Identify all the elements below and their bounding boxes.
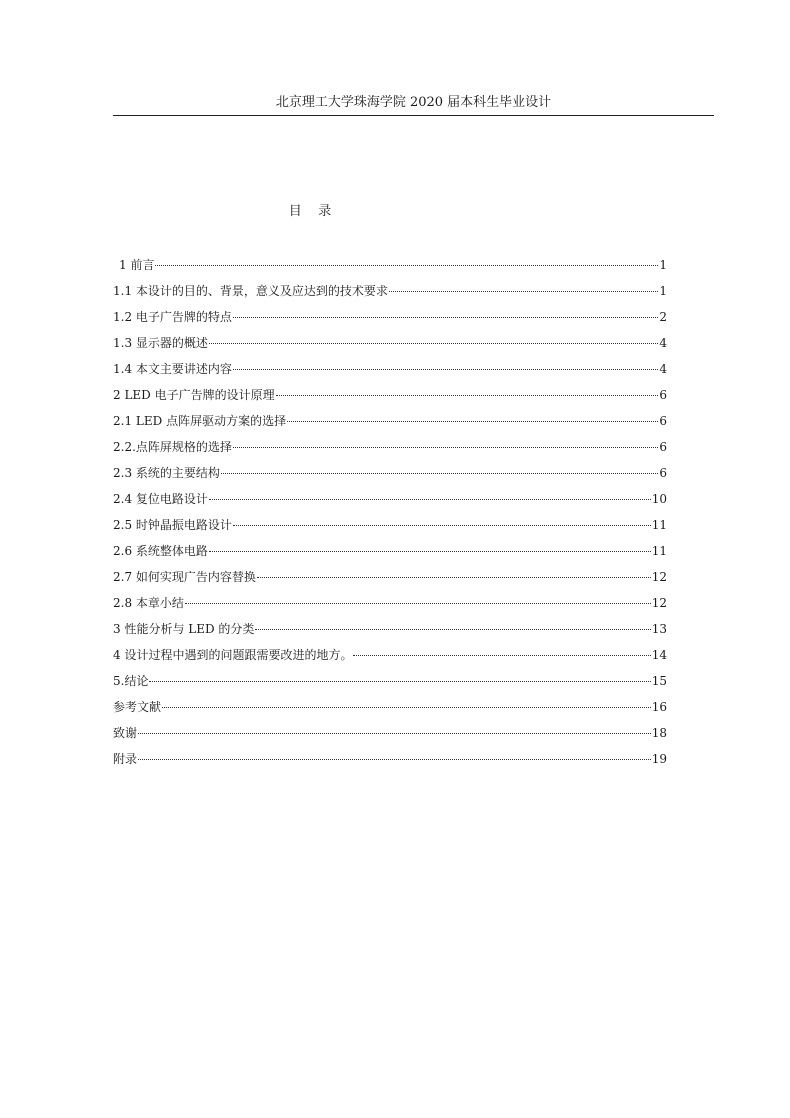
toc-entry-label: 1.2 电子广告牌的特点: [113, 310, 232, 324]
toc-title: [270, 203, 350, 221]
toc-title-left: 目: [288, 204, 302, 219]
toc-dot-leader: [209, 551, 651, 552]
toc-entry-page: 19: [651, 752, 667, 766]
toc-entry-label: 2.8 本章小结: [113, 596, 184, 610]
header-divider: [113, 115, 714, 116]
toc-entry-page: 1: [659, 258, 667, 272]
toc-entry[interactable]: [113, 542, 667, 568]
toc-entry-page: 6: [659, 388, 667, 402]
toc-entry[interactable]: [113, 698, 667, 724]
toc-dot-leader: [138, 759, 651, 760]
toc-entry-label: 2.4 复位电路设计: [113, 492, 208, 506]
toc-dot-leader: [255, 629, 650, 630]
toc-entry-label: 3 性能分析与 LED 的分类: [113, 622, 255, 636]
toc-entry[interactable]: [113, 334, 667, 360]
toc-entry-label: 2.7 如何实现广告内容替换: [113, 570, 256, 584]
toc-entry[interactable]: [113, 646, 667, 672]
toc-entry-page: 15: [651, 674, 667, 688]
toc-entry[interactable]: [113, 412, 667, 438]
toc-entry-page: 12: [651, 596, 667, 610]
toc-dot-leader: [276, 395, 659, 396]
toc-dot-leader: [162, 707, 651, 708]
toc-entry-label: 1.1 本设计的目的、背景，意义及应达到的技术要求: [113, 284, 388, 298]
toc-dot-leader: [233, 369, 658, 370]
toc-entry[interactable]: [113, 386, 667, 412]
toc-entry[interactable]: [113, 438, 667, 464]
toc-entry-label: 2.1 LED 点阵屏驱动方案的选择: [113, 414, 287, 428]
toc-entry-label: 参考文献: [113, 700, 162, 714]
toc-entry[interactable]: [113, 282, 667, 308]
toc-entry-page: 4: [659, 336, 667, 350]
toc-entry[interactable]: [113, 568, 667, 594]
toc-dot-leader: [257, 577, 651, 578]
toc-entry-page: 4: [659, 362, 667, 376]
toc-entry-label: 附录: [113, 752, 138, 766]
toc-entry-page: 14: [651, 648, 667, 662]
toc-entry-label: 1 前言: [119, 258, 155, 272]
toc-entry-page: 6: [659, 466, 667, 480]
toc-entry[interactable]: [113, 360, 667, 386]
toc-entry[interactable]: [113, 464, 667, 490]
toc-dot-leader: [209, 499, 651, 500]
toc-entry-page: 1: [659, 284, 667, 298]
toc-title-right: 录: [318, 204, 332, 219]
toc-entry-label: 致谢: [113, 726, 138, 740]
toc-entry-label: 1.3 显示器的概述: [113, 336, 208, 350]
toc-dot-leader: [389, 291, 658, 292]
toc-dot-leader: [233, 525, 651, 526]
toc-entry[interactable]: [113, 308, 667, 334]
toc-entry-page: 18: [651, 726, 667, 740]
toc-entry[interactable]: [113, 750, 667, 776]
toc-entry-label: 2 LED 电子广告牌的设计原理: [113, 388, 275, 402]
toc-dot-leader: [138, 733, 651, 734]
toc-entry[interactable]: [113, 256, 667, 282]
toc-entry[interactable]: [113, 724, 667, 750]
toc-entry-page: 11: [651, 544, 667, 558]
page-header: 北京理工大学珠海学院 2020 届本科生毕业设计: [275, 95, 552, 110]
toc-entry-label: 4 设计过程中遇到的问题跟需要改进的地方。: [113, 648, 353, 662]
toc-entry-page: 6: [659, 414, 667, 428]
toc-entry-label: 2.6 系统整体电路: [113, 544, 208, 558]
toc-dot-leader: [233, 317, 658, 318]
toc-entry-page: 6: [659, 440, 667, 454]
toc-entry-page: 11: [651, 518, 667, 532]
toc-dot-leader: [221, 473, 658, 474]
toc-entry[interactable]: [113, 594, 667, 620]
toc-entry-label: 1.4 本文主要讲述内容: [113, 362, 232, 376]
toc-entry-page: 2: [659, 310, 667, 324]
toc-entry-page: 16: [651, 700, 667, 714]
toc-entry-page: 13: [651, 622, 667, 636]
toc-entry-page: 12: [651, 570, 667, 584]
toc-dot-leader: [185, 603, 651, 604]
toc-entry[interactable]: [113, 516, 667, 542]
toc-entry-page: 10: [651, 492, 667, 506]
toc-dot-leader: [287, 421, 658, 422]
toc-entry[interactable]: [113, 620, 667, 646]
toc-entry-label: 2.5 时钟晶振电路设计: [113, 518, 232, 532]
toc-list: [113, 256, 667, 776]
toc-entry-label: 2.2.点阵屏规格的选择: [113, 440, 232, 454]
toc-entry-label: 5.结论: [113, 674, 149, 688]
toc-dot-leader: [233, 447, 658, 448]
toc-dot-leader: [149, 681, 650, 682]
toc-dot-leader: [209, 343, 658, 344]
toc-entry[interactable]: [113, 672, 667, 698]
toc-entry-label: 2.3 系统的主要结构: [113, 466, 220, 480]
toc-entry[interactable]: [113, 490, 667, 516]
toc-dot-leader: [353, 655, 650, 656]
toc-dot-leader: [155, 265, 658, 266]
